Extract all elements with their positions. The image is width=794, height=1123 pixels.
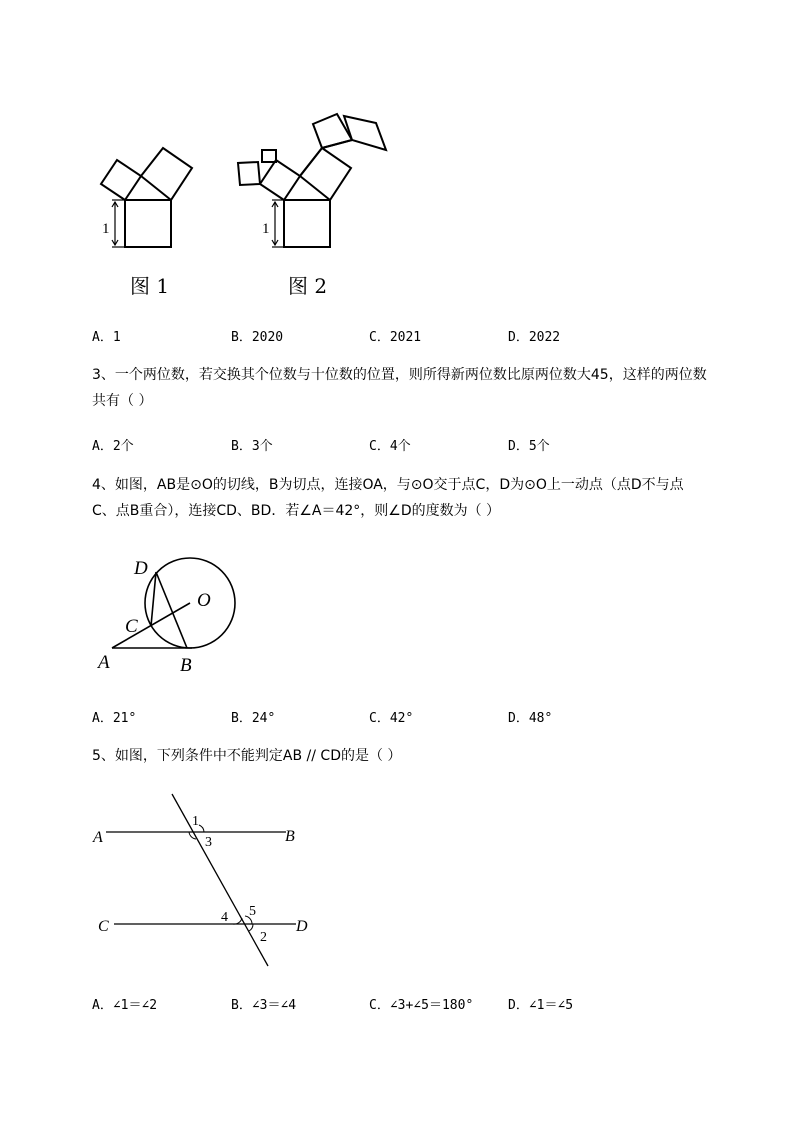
angle-label-3: 3 [205, 835, 212, 850]
height-arrow-fig2 [272, 200, 284, 247]
angle-arc-1 [199, 825, 204, 832]
q3-line1: 3、一个两位数，若交换其个位数与十位数的位置，则所得新两位数比原两位数大45，这样的两位数 [92, 367, 707, 383]
side-label-fig2: 1 [262, 221, 270, 237]
q2-option-a: A．1 [92, 330, 121, 345]
q2-option-d: D．2022 [508, 330, 561, 345]
label-a: A [93, 829, 103, 846]
q5-option-c: C．∠3+∠5＝180° [369, 998, 474, 1013]
height-arrow-fig1 [112, 200, 125, 247]
parallel-lines-figure [90, 790, 320, 975]
angle-label-4: 4 [221, 910, 228, 925]
angle-label-5: 5 [249, 904, 256, 919]
label-d: D [296, 918, 308, 935]
circle-tangent-figure [90, 548, 250, 678]
q5-option-b: B．∠3＝∠4 [231, 998, 297, 1013]
q5-option-d: D．∠1＝∠5 [508, 998, 574, 1013]
q5-option-a: A．∠1＝∠2 [92, 998, 158, 1013]
q4-question [92, 472, 742, 524]
q3-line2: 共有（ ） [92, 393, 153, 409]
figure-1-caption: 图 1 [130, 274, 170, 298]
figure-2 [238, 114, 386, 247]
label-c: C [98, 918, 109, 935]
q4-line1: 4、如图，AB是⊙O的切线，B为切点，连接OA，与⊙O交于点C，D为⊙O上一动点（点D不与点 [92, 477, 684, 493]
q5-line1: 5、如图，下列条件中不能判定AB // CD的是（ ） [92, 748, 402, 764]
q3-option-c: C．4个 [369, 439, 411, 454]
q4-option-b: B．24° [231, 711, 276, 726]
label-o: O [197, 590, 211, 611]
q4-option-d: D．48° [508, 711, 553, 726]
angle-arc-4 [233, 918, 242, 924]
q2-option-b: B．2020 [231, 330, 284, 345]
side-label-fig1: 1 [102, 221, 110, 237]
label-b: B [285, 828, 295, 845]
label-d: D [134, 558, 148, 579]
q3-option-d: D．5个 [508, 439, 550, 454]
figure-2-caption: 图 2 [288, 274, 328, 298]
label-b: B [180, 655, 192, 676]
q3-option-b: B．3个 [231, 439, 273, 454]
q4-option-a: A．21° [92, 711, 137, 726]
transversal [172, 794, 268, 966]
q4-option-c: C．42° [369, 711, 414, 726]
label-a: A [98, 652, 110, 673]
q3-option-a: A．2个 [92, 439, 134, 454]
q4-line2: C、点B重合），连接CD、BD．若∠A＝42°，则∠D的度数为（ ） [92, 503, 501, 519]
q2-option-c: C．2021 [369, 330, 422, 345]
q5-question [92, 743, 742, 769]
angle-label-2: 2 [260, 930, 267, 945]
label-c: C [125, 616, 138, 637]
angle-arc-2 [249, 924, 253, 931]
q3-question [92, 362, 742, 414]
angle-label-1: 1 [192, 814, 199, 829]
